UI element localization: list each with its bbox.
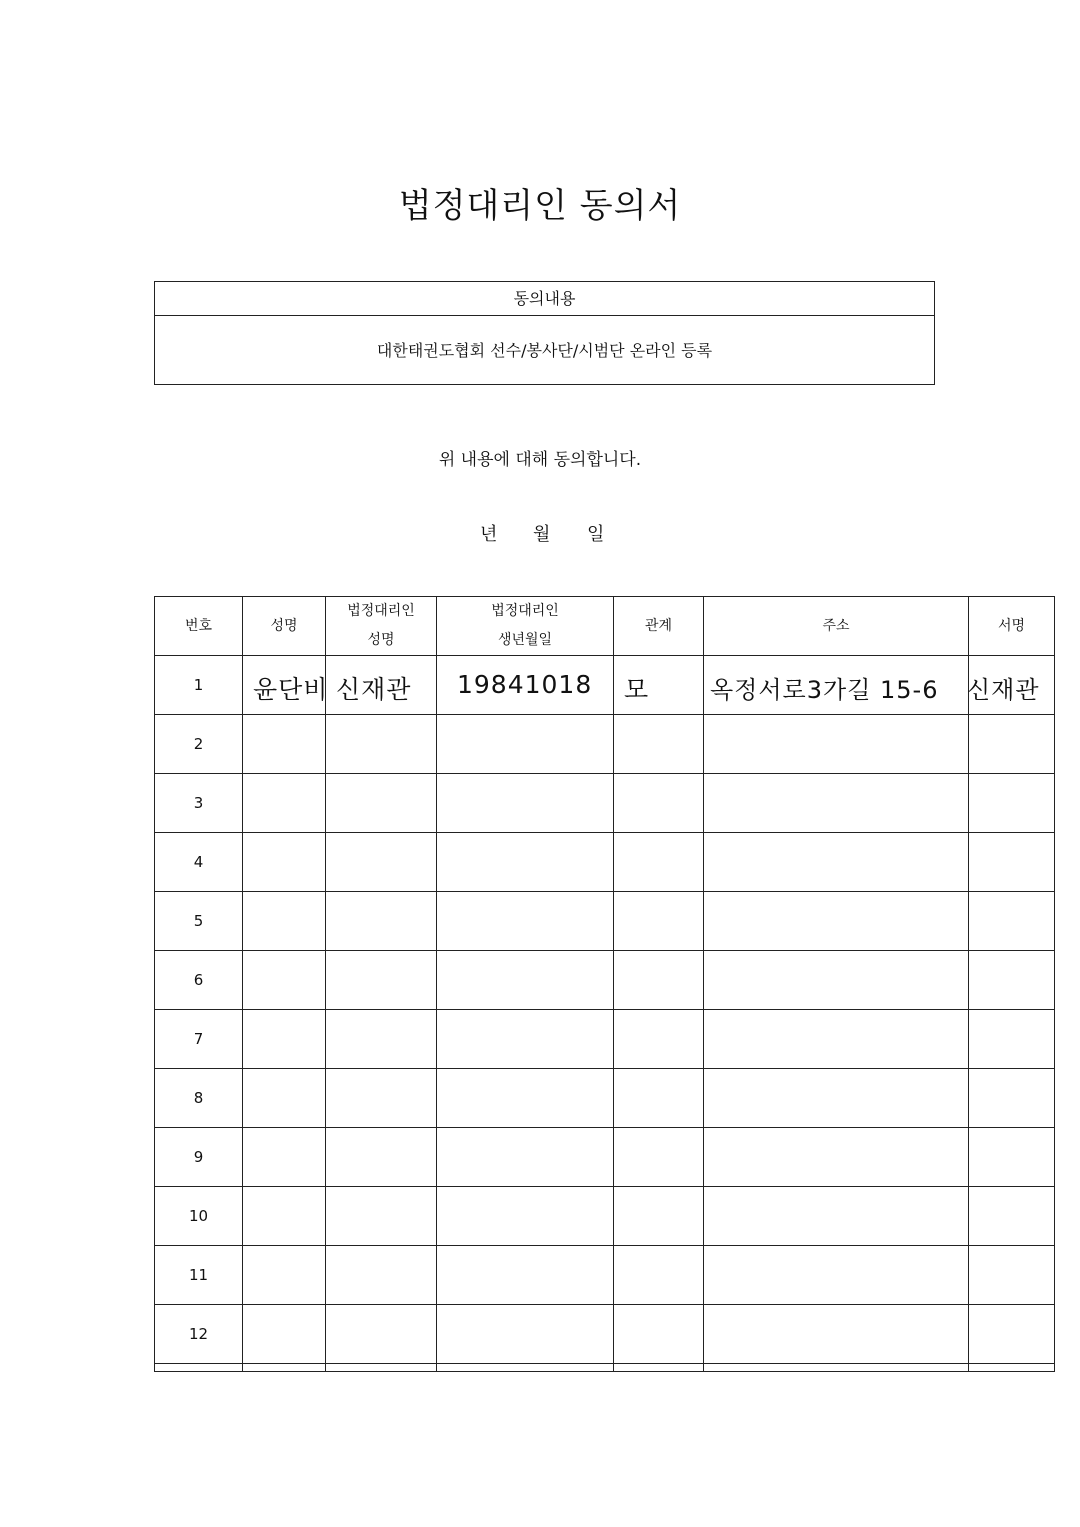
table-row — [155, 951, 1055, 1010]
row-guardian-birth[interactable] — [437, 1069, 614, 1128]
handwritten-guardian-name: 신재관 — [336, 675, 412, 704]
row-guardian-birth[interactable] — [437, 1305, 614, 1364]
table-row — [155, 1305, 1055, 1364]
table-row — [155, 1069, 1055, 1128]
row-name[interactable] — [243, 892, 326, 951]
header-signature: 서명 — [969, 597, 1055, 656]
header-name: 성명 — [243, 597, 326, 656]
date-month-label: 월 — [533, 524, 551, 545]
consent-box — [154, 281, 935, 385]
date-day-label: 일 — [587, 524, 605, 545]
handwritten-relation: 모 — [624, 675, 650, 704]
row-signature[interactable] — [969, 833, 1055, 892]
row-address[interactable] — [704, 951, 969, 1010]
row-signature[interactable] — [969, 1305, 1055, 1364]
row-guardian-name[interactable] — [326, 833, 437, 892]
header-relation: 관계 — [614, 597, 704, 656]
row-address[interactable] — [704, 892, 969, 951]
row-guardian-birth[interactable] — [437, 774, 614, 833]
agree-statement: 위 내용에 대해 동의합니다. — [438, 450, 642, 470]
tail-cell — [155, 1364, 243, 1372]
row-signature[interactable] — [969, 1187, 1055, 1246]
table-tail-row — [155, 1364, 1055, 1372]
row-guardian-birth[interactable] — [437, 715, 614, 774]
header-guardian-birth-line2: 생년월일 — [497, 632, 553, 648]
row-relation[interactable] — [614, 892, 704, 951]
row-relation[interactable] — [614, 1010, 704, 1069]
row-guardian-birth[interactable] — [437, 892, 614, 951]
row-no: 2 — [155, 715, 243, 774]
guardian-roster-table — [154, 596, 1055, 1372]
row-signature[interactable] — [969, 656, 1055, 715]
table-row — [155, 1246, 1055, 1305]
row-address[interactable] — [704, 1305, 969, 1364]
table-row — [155, 1187, 1055, 1246]
row-guardian-name[interactable] — [326, 1069, 437, 1128]
header-guardian-name-line1: 법정대리인 — [347, 603, 415, 619]
row-guardian-birth[interactable] — [437, 1128, 614, 1187]
row-name[interactable] — [243, 1246, 326, 1305]
tail-cell — [437, 1364, 614, 1372]
row-no: 3 — [155, 774, 243, 833]
handwritten-address: 옥정서로3가길 15-6 — [710, 676, 939, 704]
row-relation[interactable] — [614, 1069, 704, 1128]
header-guardian-name — [326, 597, 437, 656]
handwritten-signature: 신재관 — [967, 676, 1040, 704]
row-no: 5 — [155, 892, 243, 951]
row-address[interactable] — [704, 1246, 969, 1305]
row-guardian-birth[interactable] — [437, 1010, 614, 1069]
table-row — [155, 892, 1055, 951]
row-guardian-name[interactable] — [326, 1246, 437, 1305]
row-address[interactable] — [704, 833, 969, 892]
row-signature[interactable] — [969, 715, 1055, 774]
row-name[interactable] — [243, 1187, 326, 1246]
tail-cell — [969, 1364, 1055, 1372]
header-guardian-birth-line1: 법정대리인 — [491, 603, 559, 619]
row-relation[interactable] — [614, 1128, 704, 1187]
row-signature[interactable] — [969, 1069, 1055, 1128]
row-no: 1 — [155, 656, 243, 715]
row-signature[interactable] — [969, 1128, 1055, 1187]
row-address[interactable] — [704, 715, 969, 774]
row-address[interactable] — [704, 774, 969, 833]
table-row — [155, 1128, 1055, 1187]
row-address[interactable] — [704, 1187, 969, 1246]
handwritten-name: 윤단비 — [253, 675, 329, 704]
row-guardian-name[interactable] — [326, 774, 437, 833]
row-no: 7 — [155, 1010, 243, 1069]
row-no: 10 — [155, 1187, 243, 1246]
consent-header: 동의내용 — [155, 282, 934, 316]
row-guardian-birth[interactable] — [437, 833, 614, 892]
row-relation[interactable] — [614, 1305, 704, 1364]
header-guardian-name-line2: 성명 — [367, 632, 395, 648]
row-name[interactable] — [243, 951, 326, 1010]
row-name[interactable] — [243, 656, 329, 715]
row-name[interactable] — [243, 833, 326, 892]
consent-body: 대한태권도협회 선수/봉사단/시범단 온라인 등록 — [376, 341, 713, 360]
row-guardian-name[interactable] — [326, 1128, 437, 1187]
row-guardian-name[interactable] — [326, 951, 437, 1010]
row-guardian-birth[interactable] — [437, 656, 614, 715]
row-guardian-name[interactable] — [326, 1187, 437, 1246]
document-title: 법정대리인 동의서 — [398, 186, 682, 226]
row-guardian-name[interactable] — [326, 715, 437, 774]
row-no: 9 — [155, 1128, 243, 1187]
row-guardian-birth[interactable] — [437, 1187, 614, 1246]
row-signature[interactable] — [969, 892, 1055, 951]
row-name[interactable] — [243, 1069, 326, 1128]
row-relation[interactable] — [614, 715, 704, 774]
row-address[interactable] — [704, 1128, 969, 1187]
row-no: 12 — [155, 1305, 243, 1364]
row-name[interactable] — [243, 774, 326, 833]
row-name[interactable] — [243, 715, 326, 774]
row-name[interactable] — [243, 1010, 326, 1069]
row-relation[interactable] — [614, 1187, 704, 1246]
row-guardian-name[interactable] — [326, 1305, 437, 1364]
row-signature[interactable] — [969, 774, 1055, 833]
header-address: 주소 — [704, 597, 969, 656]
table-row — [155, 774, 1055, 833]
row-relation[interactable] — [614, 656, 704, 715]
row-guardian-birth[interactable] — [437, 951, 614, 1010]
row-guardian-birth[interactable] — [437, 1246, 614, 1305]
tail-cell — [614, 1364, 704, 1372]
row-relation[interactable] — [614, 774, 704, 833]
tail-cell — [326, 1364, 437, 1372]
row-guardian-name[interactable] — [326, 1010, 437, 1069]
row-no: 8 — [155, 1069, 243, 1128]
table-row — [155, 833, 1055, 892]
row-relation[interactable] — [614, 951, 704, 1010]
row-no: 4 — [155, 833, 243, 892]
header-guardian-birth — [437, 597, 614, 656]
table-row — [155, 656, 1055, 715]
row-guardian-name[interactable] — [326, 656, 437, 715]
row-relation[interactable] — [614, 1246, 704, 1305]
table-row — [155, 1010, 1055, 1069]
row-signature[interactable] — [969, 1246, 1055, 1305]
row-no: 6 — [155, 951, 243, 1010]
table-header-row — [155, 597, 1055, 656]
row-signature[interactable] — [969, 951, 1055, 1010]
row-address[interactable] — [704, 656, 969, 715]
row-signature[interactable] — [969, 1010, 1055, 1069]
table-row — [155, 715, 1055, 774]
row-no: 11 — [155, 1246, 243, 1305]
date-year-label: 년 — [480, 524, 498, 545]
row-name[interactable] — [243, 1128, 326, 1187]
row-address[interactable] — [704, 1069, 969, 1128]
row-guardian-name[interactable] — [326, 892, 437, 951]
row-name[interactable] — [243, 1305, 326, 1364]
date-line — [470, 522, 610, 548]
handwritten-birth: 19841018 — [457, 670, 593, 699]
header-no: 번호 — [155, 597, 243, 656]
tail-cell — [243, 1364, 326, 1372]
row-relation[interactable] — [614, 833, 704, 892]
tail-cell — [704, 1364, 969, 1372]
row-address[interactable] — [704, 1010, 969, 1069]
